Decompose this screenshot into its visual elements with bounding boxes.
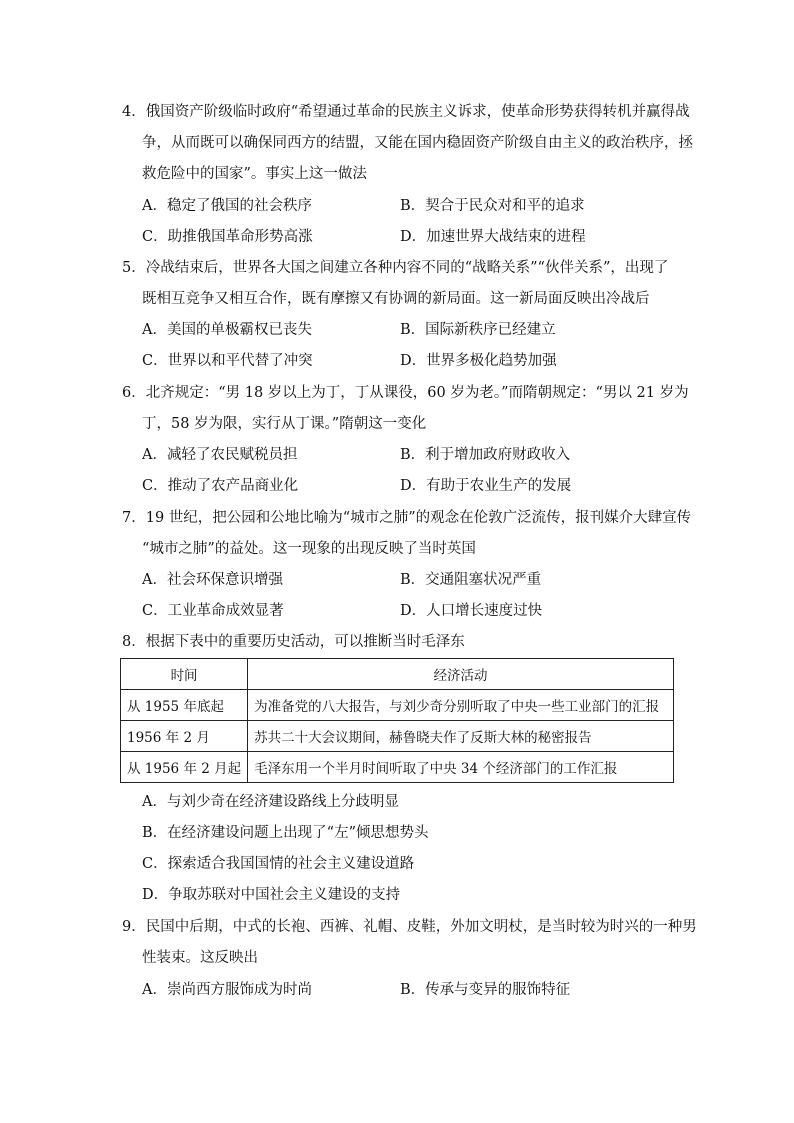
q5-line-2: 既相互竞争又相互合作，既有摩擦又有协调的新局面。这一新局面反映出冷战后: [142, 291, 650, 307]
q6-line-1: 6．北齐规定：“男 18 岁以上为丁，丁从课役，60 岁为老。”而隋朝规定：“男以 21 岁为: [122, 385, 689, 401]
table-cell-time: 从 1955 年底起: [121, 690, 248, 721]
q6-line-2: 丁，58 岁为限，实行从丁课。”隋朝这一变化: [142, 416, 427, 432]
table-cell-activity: 毛泽东用一个半月时间听取了中央 34 个经济部门的工作汇报: [248, 752, 674, 783]
table-cell-time: 从 1956 年 2 月起: [121, 752, 248, 783]
q4-option-c[interactable]: C．助推俄国革命形势高涨: [142, 229, 313, 245]
q4-line-3: 救危险中的国家”。事实上这一做法: [142, 166, 367, 182]
q5-option-a[interactable]: A．美国的单极霸权已丧失: [142, 322, 312, 338]
q4-option-a[interactable]: A．稳定了俄国的社会秩序: [142, 198, 312, 214]
q7-option-b[interactable]: B．交通阻塞状况严重: [400, 572, 542, 588]
q7-option-a[interactable]: A．社会环保意识增强: [142, 572, 283, 588]
table-cell-activity: 为准备党的八大报告，与刘少奇分别听取了中央一些工业部门的汇报: [248, 690, 674, 721]
table-header-activity: 经济活动: [248, 659, 674, 690]
table-cell-time: 1956 年 2 月: [121, 721, 248, 752]
q8-option-c[interactable]: C．探索适合我国国情的社会主义建设道路: [142, 856, 415, 872]
q7-option-c[interactable]: C．工业革命成效显著: [142, 603, 284, 619]
q7-option-d[interactable]: D．人口增长速度过快: [400, 603, 543, 619]
history-activity-table: [120, 658, 674, 783]
q5-option-d[interactable]: D．世界多极化趋势加强: [400, 353, 557, 369]
q4-option-d[interactable]: D．加速世界大战结束的进程: [400, 229, 586, 245]
q9-option-a[interactable]: A．崇尚西方服饰成为时尚: [142, 982, 312, 998]
q6-option-b[interactable]: B．利于增加政府财政收入: [400, 447, 571, 463]
q4-line-1: 4．俄国资产阶级临时政府“希望通过革命的民族主义诉求，使革命形势获得转机并赢得战: [122, 104, 690, 120]
q6-option-c[interactable]: C．推动了农产品商业化: [142, 478, 299, 494]
q8-option-d[interactable]: D．争取苏联对中国社会主义建设的支持: [142, 887, 401, 903]
q8-line-1: 8．根据下表中的重要历史活动，可以推断当时毛泽东: [122, 634, 465, 650]
q9-line-1: 9．民国中后期，中式的长袍、西裤、礼帽、皮鞋，外加文明杖，是当时较为时兴的一种男: [122, 919, 697, 935]
q7-line-1: 7．19 世纪，把公园和公地比喻为“城市之肺”的观念在伦敦广泛流传，报刊媒介大肆宣传: [122, 510, 692, 526]
q5-option-b[interactable]: B．国际新秩序已经建立: [400, 322, 556, 338]
table-cell-activity: 苏共二十大会议期间，赫鲁晓夫作了反斯大林的秘密报告: [248, 721, 674, 752]
q9-option-b[interactable]: B．传承与变异的服饰特征: [400, 982, 571, 998]
q9-line-2: 性装束。这反映出: [142, 950, 258, 966]
table-row: [121, 752, 674, 783]
q6-option-a[interactable]: A．减轻了农民赋税员担: [142, 447, 298, 463]
table-row: [121, 721, 674, 752]
q4-option-b[interactable]: B．契合于民众对和平的追求: [400, 198, 585, 214]
table-row: [121, 690, 674, 721]
table-header-row: [121, 659, 674, 690]
table-header-time: 时间: [121, 659, 248, 690]
q6-option-d[interactable]: D．有助于农业生产的发展: [400, 478, 572, 494]
q8-option-a[interactable]: A．与刘少奇在经济建设路线上分歧明显: [142, 794, 399, 810]
q4-line-2: 争，从而既可以确保同西方的结盟，又能在国内稳固资产阶级自由主义的政治秩序，拯: [142, 135, 693, 151]
q5-line-1: 5．冷战结束后，世界各大国之间建立各种内容不同的“战略关系”“伙伴关系”，出现了: [122, 260, 669, 276]
q7-line-2: “城市之肺”的益处。这一现象的出现反映了当时英国: [142, 541, 476, 557]
q8-option-b[interactable]: B．在经济建设问题上出现了“左”倾思想势头: [142, 825, 429, 841]
q5-option-c[interactable]: C．世界以和平代替了冲突: [142, 353, 313, 369]
